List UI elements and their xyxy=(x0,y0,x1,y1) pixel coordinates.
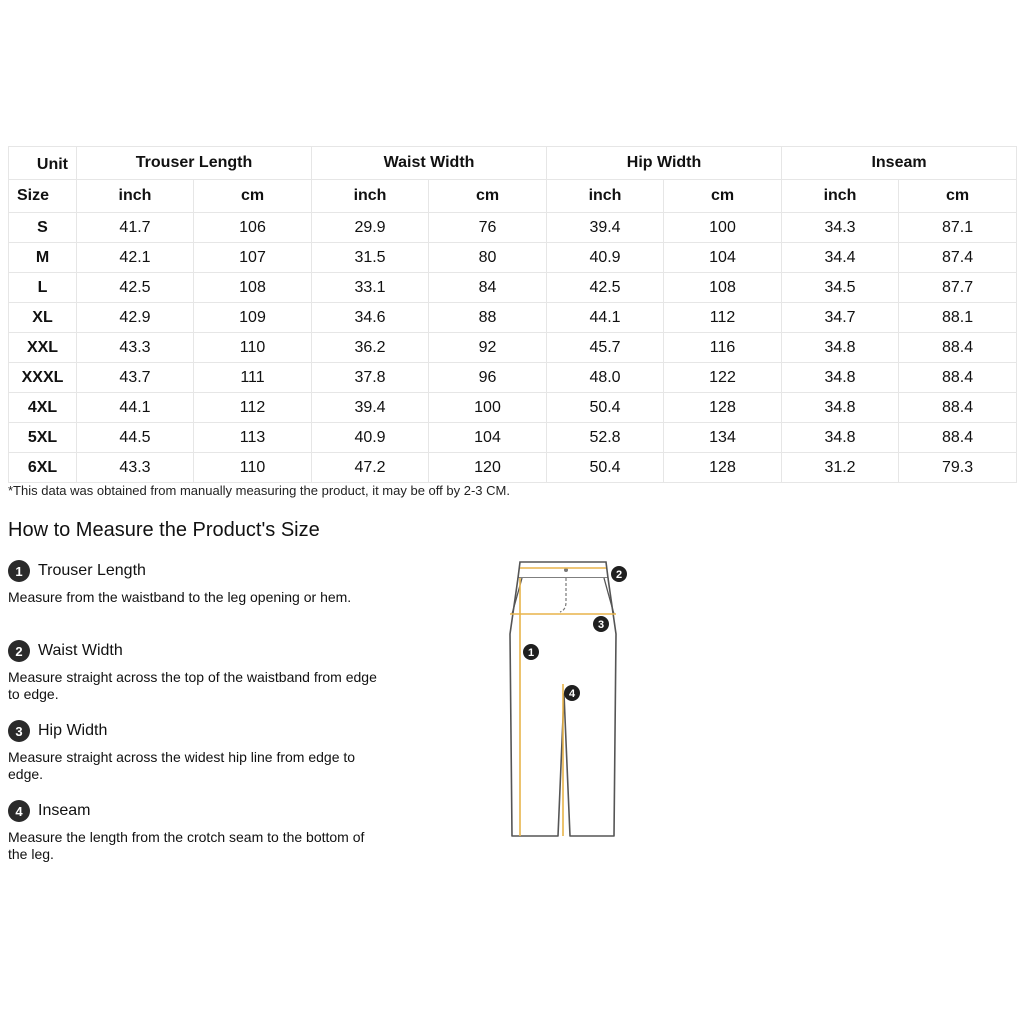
unit-corner-cell xyxy=(9,147,77,180)
value-cell: 43.3 xyxy=(77,453,194,483)
value-cell: 44.1 xyxy=(77,393,194,423)
size-cell: S xyxy=(9,213,77,243)
value-cell: 104 xyxy=(429,423,547,453)
guide-title: How to Measure the Product's Size xyxy=(8,519,320,541)
size-cell: XXL xyxy=(9,333,77,363)
value-cell: 44.1 xyxy=(547,303,664,333)
table-row xyxy=(9,213,1017,243)
value-cell: 108 xyxy=(194,273,312,303)
table-group-header-row xyxy=(9,147,1017,180)
value-cell: 34.5 xyxy=(782,273,899,303)
value-cell: 41.7 xyxy=(77,213,194,243)
value-cell: 112 xyxy=(194,393,312,423)
value-cell: 110 xyxy=(194,453,312,483)
value-cell: 34.7 xyxy=(782,303,899,333)
value-cell: 34.3 xyxy=(782,213,899,243)
value-cell: 76 xyxy=(429,213,547,243)
svg-text:2: 2 xyxy=(615,569,623,581)
value-cell: 39.4 xyxy=(312,393,429,423)
step-header xyxy=(8,639,378,663)
table-row xyxy=(9,303,1017,333)
value-cell: 104 xyxy=(664,243,782,273)
group-header-hip-width: Hip Width xyxy=(547,147,782,180)
group-header-inseam: Inseam xyxy=(782,147,1017,180)
value-cell: 36.2 xyxy=(312,333,429,363)
step-hip-width xyxy=(8,719,378,783)
value-cell: 120 xyxy=(429,453,547,483)
svg-text:1: 1 xyxy=(527,647,535,659)
step-description: Measure straight across the top of the waistband from edge to edge. xyxy=(8,669,377,702)
group-header-trouser-length: Trouser Length xyxy=(77,147,312,180)
size-cell: 5XL xyxy=(9,423,77,453)
value-cell: 113 xyxy=(194,423,312,453)
size-label: Size xyxy=(9,180,77,213)
value-cell: 48.0 xyxy=(547,363,664,393)
unit-header: inch xyxy=(547,180,664,213)
value-cell: 87.4 xyxy=(899,243,1017,273)
step-title: Hip Width xyxy=(38,722,108,739)
table-row xyxy=(9,363,1017,393)
value-cell: 80 xyxy=(429,243,547,273)
value-cell: 108 xyxy=(664,273,782,303)
value-cell: 88.4 xyxy=(899,423,1017,453)
value-cell: 43.3 xyxy=(77,333,194,363)
step-trouser-length xyxy=(8,559,378,606)
value-cell: 50.4 xyxy=(547,393,664,423)
value-cell: 88 xyxy=(429,303,547,333)
size-cell: XL xyxy=(9,303,77,333)
value-cell: 40.9 xyxy=(312,423,429,453)
step-inseam xyxy=(8,799,378,863)
value-cell: 122 xyxy=(664,363,782,393)
value-cell: 88.4 xyxy=(899,363,1017,393)
value-cell: 34.4 xyxy=(782,243,899,273)
value-cell: 42.5 xyxy=(547,273,664,303)
step-number-badge: 4 xyxy=(8,800,30,822)
step-title: Inseam xyxy=(38,802,91,819)
value-cell: 33.1 xyxy=(312,273,429,303)
value-cell: 29.9 xyxy=(312,213,429,243)
size-cell: 4XL xyxy=(9,393,77,423)
table-row xyxy=(9,393,1017,423)
size-cell: L xyxy=(9,273,77,303)
value-cell: 34.8 xyxy=(782,423,899,453)
size-cell: M xyxy=(9,243,77,273)
step-header xyxy=(8,799,378,823)
value-cell: 79.3 xyxy=(899,453,1017,483)
size-chart-table xyxy=(8,146,1017,483)
unit-header: inch xyxy=(782,180,899,213)
step-number-badge: 1 xyxy=(8,560,30,582)
value-cell: 87.7 xyxy=(899,273,1017,303)
value-cell: 128 xyxy=(664,393,782,423)
unit-label: Unit xyxy=(36,156,68,173)
value-cell: 92 xyxy=(429,333,547,363)
table-row xyxy=(9,333,1017,363)
table-row xyxy=(9,243,1017,273)
value-cell: 116 xyxy=(664,333,782,363)
waistband-outline xyxy=(518,562,608,578)
unit-header: cm xyxy=(899,180,1017,213)
table-row xyxy=(9,273,1017,303)
svg-text:3: 3 xyxy=(597,619,605,631)
value-cell: 107 xyxy=(194,243,312,273)
value-cell: 50.4 xyxy=(547,453,664,483)
value-cell: 34.6 xyxy=(312,303,429,333)
value-cell: 39.4 xyxy=(547,213,664,243)
step-waist-width xyxy=(8,639,378,703)
value-cell: 42.1 xyxy=(77,243,194,273)
value-cell: 134 xyxy=(664,423,782,453)
size-cell: XXXL xyxy=(9,363,77,393)
step-description: Measure straight across the widest hip line from edge to edge. xyxy=(8,749,356,782)
value-cell: 34.8 xyxy=(782,333,899,363)
value-cell: 88.4 xyxy=(899,333,1017,363)
value-cell: 34.8 xyxy=(782,393,899,423)
value-cell: 42.9 xyxy=(77,303,194,333)
value-cell: 96 xyxy=(429,363,547,393)
value-cell: 128 xyxy=(664,453,782,483)
value-cell: 31.5 xyxy=(312,243,429,273)
table-unit-header-row xyxy=(9,180,1017,213)
size-cell: 6XL xyxy=(9,453,77,483)
value-cell: 106 xyxy=(194,213,312,243)
marker-2-icon xyxy=(611,566,627,582)
value-cell: 44.5 xyxy=(77,423,194,453)
step-title: Trouser Length xyxy=(38,562,146,579)
value-cell: 42.5 xyxy=(77,273,194,303)
value-cell: 37.8 xyxy=(312,363,429,393)
group-header-waist-width: Waist Width xyxy=(312,147,547,180)
step-description: Measure the length from the crotch seam to the bottom of the leg. xyxy=(8,829,365,862)
value-cell: 100 xyxy=(664,213,782,243)
value-cell: 34.8 xyxy=(782,363,899,393)
value-cell: 109 xyxy=(194,303,312,333)
table-row xyxy=(9,453,1017,483)
value-cell: 100 xyxy=(429,393,547,423)
measurement-note: *This data was obtained from manually measuring the product, it may be off by 2-3 CM. xyxy=(8,483,510,498)
value-cell: 88.4 xyxy=(899,393,1017,423)
unit-header: inch xyxy=(77,180,194,213)
trousers-icon xyxy=(500,556,640,846)
value-cell: 112 xyxy=(664,303,782,333)
step-title: Waist Width xyxy=(38,642,123,659)
value-cell: 47.2 xyxy=(312,453,429,483)
value-cell: 88.1 xyxy=(899,303,1017,333)
unit-header: cm xyxy=(194,180,312,213)
marker-4-icon xyxy=(564,685,580,701)
step-header xyxy=(8,719,378,743)
value-cell: 45.7 xyxy=(547,333,664,363)
step-description: Measure from the waistband to the leg opening or hem. xyxy=(8,589,352,605)
value-cell: 111 xyxy=(194,363,312,393)
unit-header: cm xyxy=(664,180,782,213)
unit-header: cm xyxy=(429,180,547,213)
marker-1-icon xyxy=(523,644,539,660)
value-cell: 110 xyxy=(194,333,312,363)
step-number-badge: 3 xyxy=(8,720,30,742)
step-number-badge: 2 xyxy=(8,640,30,662)
step-header xyxy=(8,559,378,583)
svg-text:4: 4 xyxy=(568,688,576,700)
value-cell: 52.8 xyxy=(547,423,664,453)
marker-3-icon xyxy=(593,616,609,632)
value-cell: 87.1 xyxy=(899,213,1017,243)
value-cell: 84 xyxy=(429,273,547,303)
unit-header: inch xyxy=(312,180,429,213)
table-row xyxy=(9,423,1017,453)
value-cell: 43.7 xyxy=(77,363,194,393)
value-cell: 31.2 xyxy=(782,453,899,483)
value-cell: 40.9 xyxy=(547,243,664,273)
